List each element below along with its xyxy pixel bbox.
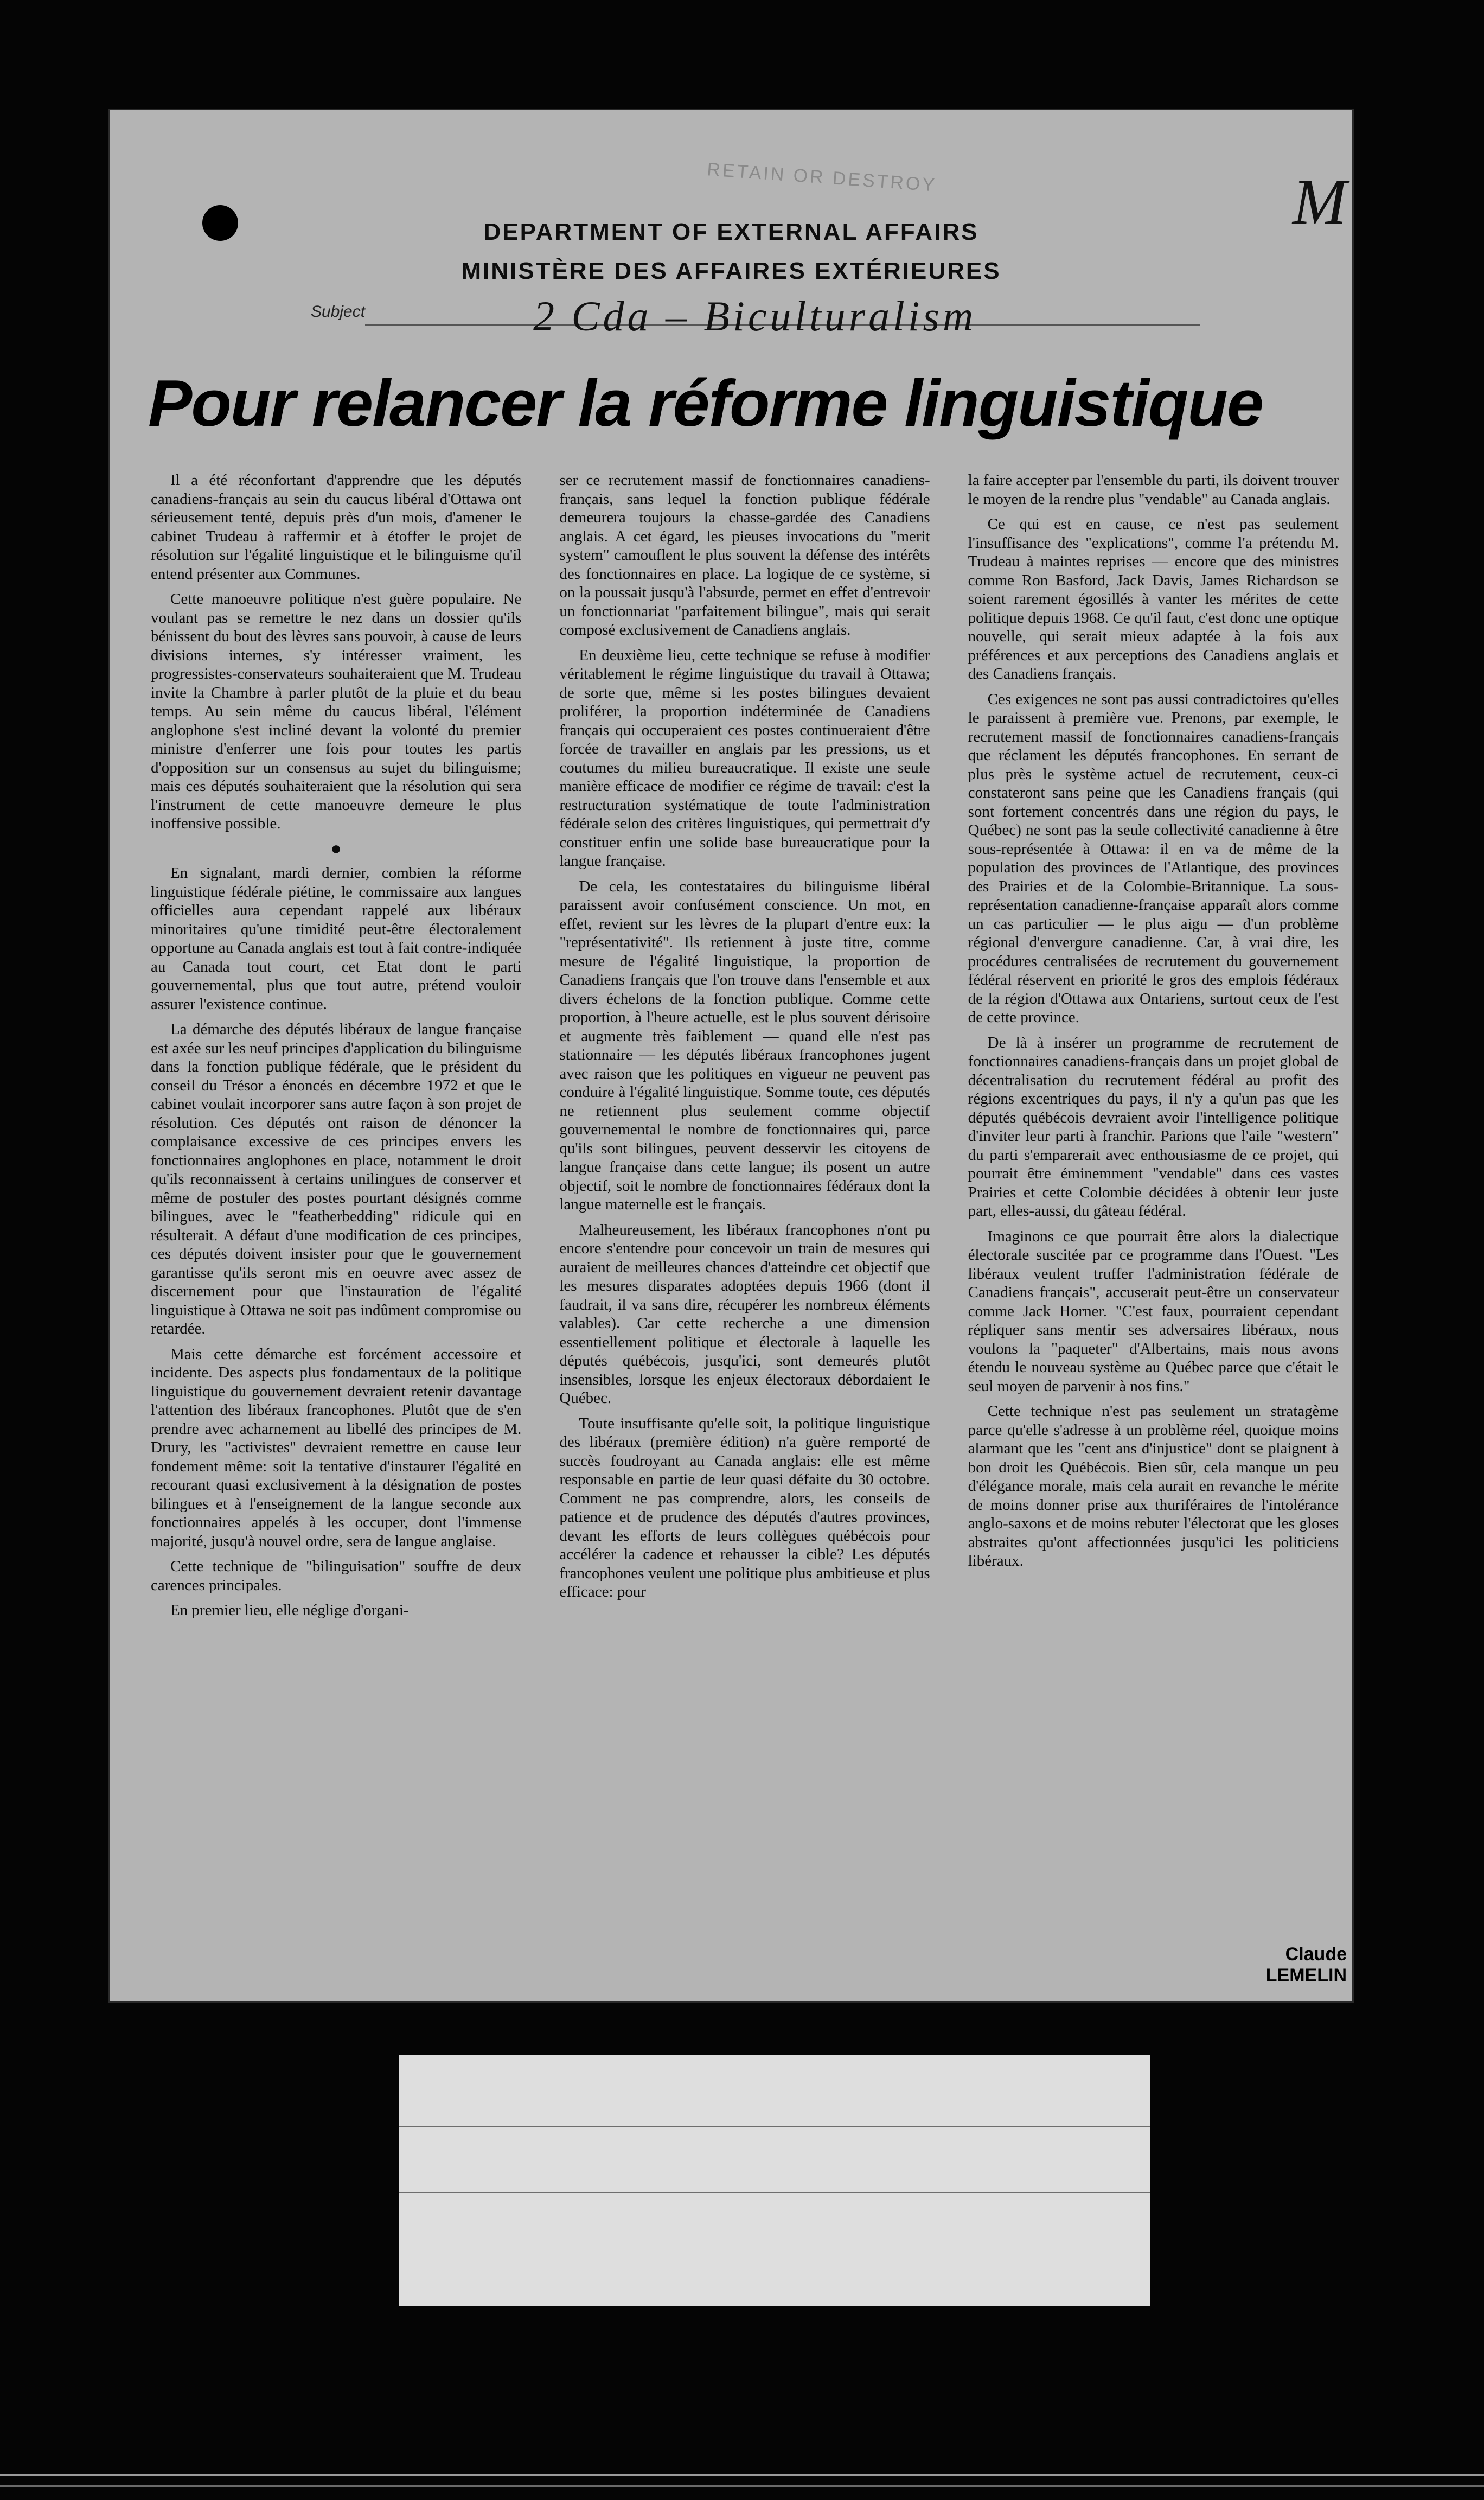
blank-index-card xyxy=(399,2055,1150,2306)
archive-document-page xyxy=(108,109,1354,2003)
department-name-french: MINISTÈRE DES AFFAIRES EXTÉRIEURES xyxy=(461,258,1001,284)
paragraph: Imaginons ce que pourrait être alors la dialectique électorale suscitée par ce programme dans l'Ouest. "Les libéraux veulent truffer l'administration fédérale de Canadiens français", accuserait peut-être un conservateur comme Jack Horner. "C'est faux, pourraient cependant répliquer sans mentir ses adversaires libéraux, nous voulons la "paqueter" d'Albertains, mais nous avons étendu le nouveau système au Québec parce que c'était le seul moyen de parvenir à nos fins." xyxy=(968,1227,1339,1395)
card-rule-line xyxy=(399,2192,1150,2193)
paragraph: ser ce recrutement massif de fonctionnaires canadiens-français, sans lequel la fonction publique fédérale demeurera toujours la chasse-gardée des Canadiens anglais. A cet égard, les pieuses invocations du "merit system" camouflent le plus souvent la défense des intérêts des fonctionnaires en place. La logique de ce système, si on la poussait jusqu'à l'absurde, permet en effet d'entrevoir un fonctionnariat "parfaitement bilingue", mais qui serait composé exclusivement de Canadiens anglais. xyxy=(559,471,930,639)
handwritten-corner-mark: M xyxy=(1293,165,1347,238)
article-column-3 xyxy=(968,471,1339,1990)
paragraph: Mais cette démarche est forcément accessoire et incidente. Des aspects plus fondamentaux de la politique linguistique du gouvernement devraient retenir davantage l'attention des libéraux francophones. Plutôt que de s'en prendre avec acharnement au libellé des principes de M. Drury, les "activistes" devraient remettre en cause leur fondement même: soit la tentative d'instaurer l'égalité en recourant quasi exclusivement à la désignation de postes bilingues et à l'enseignement de la langue seconde aux fonctionnaires appelés à les occuper, dont l'immense majorité, jusqu'à nouvel ordre, sera de langue anglaise. xyxy=(151,1345,522,1550)
article-headline: Pour relancer la réforme linguistique xyxy=(148,366,1263,440)
article-byline: Claude LEMELIN xyxy=(1265,1944,1347,1986)
paragraph: En signalant, mardi dernier, combien la réforme linguistique fédérale piétine, le commissaire aux langues officielles aura cependant rappelé aux libéraux minoritaires qu'une timidité peut-être électoralement opportune au Canada anglais est tout à fait contre-indiquée au Canada tout court, cet Etat dont le parti gouvernemental, plus que tout autre, prétend vouloir assurer l'existence continue. xyxy=(151,864,522,1013)
paragraph: Cette technique de "bilinguisation" souffre de deux carences principales. xyxy=(151,1558,522,1594)
article-column-2 xyxy=(559,471,930,1990)
paragraph: En premier lieu, elle néglige d'organi- xyxy=(170,1602,409,1619)
paragraph: Il a été réconfortant d'apprendre que les députés canadiens-français au sein du caucus libéral d'Ottawa ont sérieusement tenté, depuis près d'un mois, d'amener le cabinet Trudeau à raffermir et à étoffer le projet de résolution sur l'égalité linguistique et le bilinguisme qu'il entend présenter aux Communes. xyxy=(151,471,522,583)
paragraph: la faire accepter par l'ensemble du parti, ils doivent trouver le moyen de la rendre plus "vendable" au Canada anglais. xyxy=(968,471,1339,508)
paragraph: Cette manoeuvre politique n'est guère populaire. Ne voulant pas se remettre le nez dans un dossier qu'ils bénissent du bout des lèvres sans pouvoir, à cause de leurs divisions internes, s'y intéresser vraiment, les progressistes-conservateurs souhaiteraient que M. Trudeau invite la Chambre à parler plutôt de la pluie et du beau temps. Au sein même du caucus libéral, l'élément anglophone s'est incliné devant la volonté du premier ministre d'enferrer une fois pour toutes les partis d'opposition sur un consensus au sujet du bilinguisme; mais ces députés souhaiteraient que la résolution qui sera l'instrument de cette manoeuvre demeure le plus inoffensive possible. xyxy=(151,590,522,832)
paragraph: Malheureusement, les libéraux francophones n'ont pu encore s'entendre pour concevoir un train de mesures qui auraient de meilleures chances d'atteindre cet objectif que les mesures disparates adoptées depuis 1966 (dont il faudrait, il va sans dire, récupérer les nombreux éléments valables). Car cette recherche a une dimension essentiellement politique et électorale à laquelle les députés québécois, jusqu'ici, sont demeurés plutôt insensibles, lorsque les enjeux électoraux débordaient le Québec. xyxy=(559,1221,930,1407)
paragraph: Toute insuffisante qu'elle soit, la politique linguistique des libéraux (première édition) n'a guère remporté de succès foudroyant au Canada anglais: elle est même responsable en partie de leur quasi défaite du 30 octobre. Comment ne pas comprendre, alors, les conseils de patience et de prudence des députés d'autres provinces, devant les efforts de leurs collègues québécois pour accélérer la cadence et rehausser la cible? Les députés francophones veulent une politique plus ambitieuse et plus efficace: pour xyxy=(559,1414,930,1600)
article-column-1 xyxy=(151,471,521,1990)
subject-label: Subject xyxy=(311,303,366,321)
card-rule-line xyxy=(399,2126,1150,2127)
subject-handwriting: 2 Cda – Biculturalism xyxy=(533,292,977,340)
retain-destroy-stamp: RETAIN OR DESTROY xyxy=(706,159,938,196)
paragraph: En deuxième lieu, cette technique se refuse à modifier véritablement le régime linguistique du travail à Ottawa; de sorte que, même si les postes bilingues devaient proliférer, la proportion indéterminée de Canadiens français qui occuperaient ces postes continueraient d'être forcée de travailler en anglais par les pressions, us et coutumes du milieu bureaucratique. Il existe une seule manière efficace de modifier ce régime de travail: c'est la restructuration systématique de toute l'administration fédérale selon des critères linguistiques, qui permettrait d'y constituer enfin une solide base bureaucratique pour la langue française. xyxy=(559,646,930,870)
paragraph: Ces exigences ne sont pas aussi contradictoires qu'elles le paraissent à première vue. Prenons, par exemple, le recrutement massif de fonctionnaires canadiens-français que réclament les députés francophones. En serrant de plus près le système actuel de recrutement, ceux-ci constateront sans peine que les Canadiens français (qui sont fortement concentrés dans une région du pays, le Québec) ne sont pas la seule collectivité canadienne à être sous-représentée à Ottawa: il en va de même de la population des provinces de l'Atlantique, des provinces des Prairies et de la Colombie-Britannique. La sous-représentation canadienne-française apparaît alors comme un cas particulier — le plus aigu — d'un problème régional d'envergure canadienne. Car, à vrai dire, les procédures centralisées de recrutement du gouvernement fédéral réservent en priorité le gros des emplois fédéraux de la région d'Ottawa aux Ontariens, surtout ceux de l'est de cette province. xyxy=(968,690,1339,1026)
department-name-english: DEPARTMENT OF EXTERNAL AFFAIRS xyxy=(483,219,979,245)
paragraph: Cette technique n'est pas seulement un stratagème parce qu'elle s'adresse à un problème réel, quoique moins alarmant que les "cent ans d'injustice" dont se plaignent à bon droit les Québécois. Bien sûr, cela manque un peu d'élégance morale, mais cela aurait en revanche le mérite de moins donner prise aux thuriféraires de l'intolérance anglo-saxons et de moins rebuter l'électorat que les gloses abstraites qu'ont affectionnées jusqu'ici les politiciens libéraux. xyxy=(968,1402,1339,1570)
paragraph: De là à insérer un programme de recrutement de fonctionnaires canadiens-français dans un projet global de décentralisation du recrutement fédéral au profit des régions excentriques du pays, il n'y a qu'un pas que les députés québécois devraient avoir l'intelligence politique d'inviter leur parti à franchir. Parions que l'aile "western" du parti s'emparerait avec enthousiasme de ce projet, qui pourrait être éminemment "vendable" dans ces vastes Prairies et cette Colombie décidées à obtenir leur juste part, elles-aussi, du gâteau fédéral. xyxy=(968,1034,1339,1220)
paragraph: Ce qui est en cause, ce n'est pas seulement l'insuffisance des "explications", comme l'a prétendu M. Trudeau à maintes reprises — encore que des ministres comme Ron Basford, Jack Davis, James Richardson se soient rarement égosillés à vanter les mérites de cette politique depuis 1968. Ce qu'il faut, c'est donc une optique nouvelle, qui serait mieux adaptée à la fois aux préférences et aux perceptions des Canadiens anglais et des Canadiens français. xyxy=(968,515,1339,683)
microfilm-edge xyxy=(0,2474,1484,2487)
section-dot: ● xyxy=(330,838,342,859)
paragraph: La démarche des députés libéraux de langue française est axée sur les neuf principes d'application du bilinguisme dans la fonction publique fédérale, que le président du conseil du Trésor a énoncés en décembre 1972 et que le cabinet voulait incorporer sans autre façon à son projet de résolution. Ces députés ont raison de dénoncer la complaisance excessive de ces principes envers les fonctionnaires anglophones en place, notamment le droit qu'ils reconnaissent à certains unilingues de conserver et même de postuler des postes pourtant désignés comme bilingues, avec le "featherbedding" ridicule qui en résulterait. A défaut d'une modification de ces principes, ces députés doivent insister pour que le gouvernement garantisse qu'ils seront mis en oeuvre avec assez de discernement pour que l'instauration de l'égalité linguistique à Ottawa ne soit pas indûment compromise ou retardée. xyxy=(151,1021,522,1337)
article-body xyxy=(151,471,1339,1990)
paragraph: De cela, les contestataires du bilinguisme libéral paraissent avoir confusément conscience. Un mot, en effet, revient sur les lèvres de la plupart d'entre eux: la "représentativité". Ils retiennent à juste titre, comme mesure de l'égalité linguistique, la proportion de Canadiens français que l'on trouve dans l'ensemble et aux divers échelons de la fonction publique. Comme cette proportion, à l'heure actuelle, est le plus souvent dérisoire et augmente très faiblement — quand elle n'est pas stationnaire — les députés libéraux francophones jugent avec raison que les politiques en vigueur ne peuvent pas conduire à l'égalité linguistique. Somme toute, ces députés ne retiennent plus seulement comme objectif gouvernemental le nombre de fonctionnaires qui, parce qu'ils sont bilingues, peuvent desservir les citoyens de langue française dans cette langue; ils posent un autre objectif, soit le nombre de fonctionnaires fédéraux dont la langue maternelle est le français. xyxy=(559,877,930,1213)
